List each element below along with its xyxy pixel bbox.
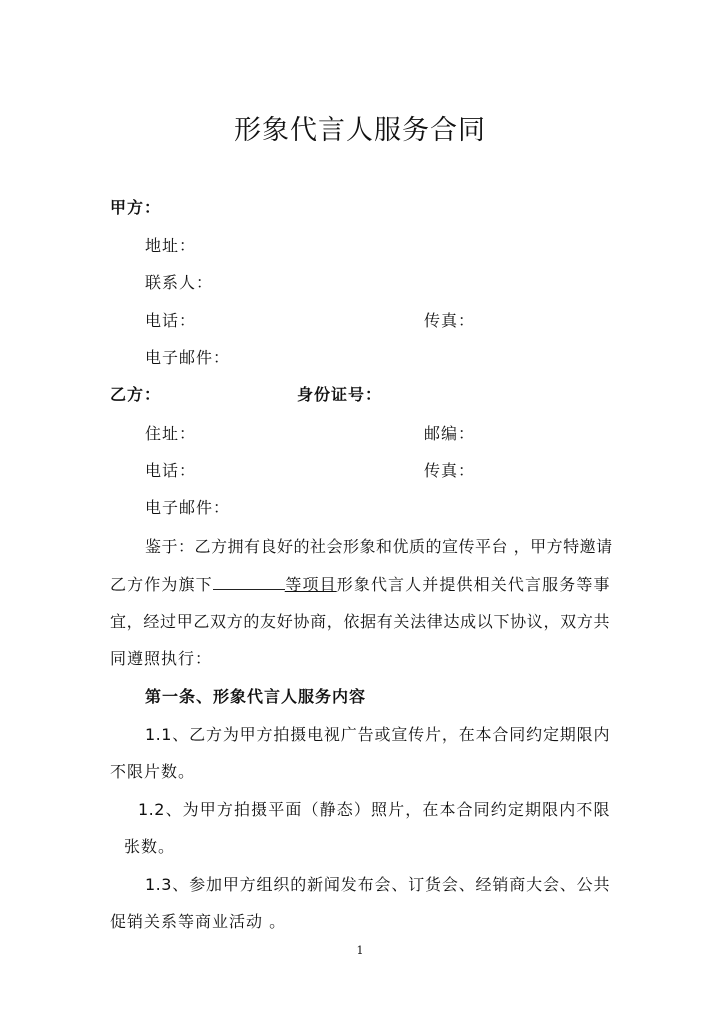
article-1-item-3-line-2: 促销关系等商业活动 。 [110, 912, 287, 931]
article-1-item-1-line-2: 不限片数。 [110, 762, 196, 781]
article-1-heading: 第一条、形象代言人服务内容 [145, 687, 367, 706]
party-a-fax-label: 传真： [424, 311, 476, 330]
party-a-address-label: 地址： [145, 236, 197, 255]
party-a-label: 甲方： [110, 198, 162, 217]
party-a-contact-label: 联系人： [145, 273, 214, 292]
article-1-item-3-line-1: 1.3、参加甲方组织的新闻发布会、订货会、经销商大会、公共 [145, 875, 610, 894]
party-b-id-label: 身份证号： [297, 385, 383, 404]
article-1-item-1-line-1: 1.1、乙方为甲方拍摄电视广告或宣传片，在本合同约定期限内 [145, 725, 610, 744]
preamble-line-2-end: 形象代言人并提供相关代言服务等事 [336, 575, 610, 594]
party-b-fax-label: 传真： [424, 461, 476, 480]
preamble-line-4: 同遵照执行： [110, 649, 213, 668]
party-b-residence-label: 住址： [145, 424, 197, 443]
article-1-item-2-line-1: 1.2、为甲方拍摄平面（静态）照片，在本合同约定期限内不限 [138, 800, 610, 819]
preamble-line-2 [110, 575, 610, 595]
preamble-line-2-start: 乙方作为旗下 [110, 575, 213, 594]
document-title: 形象代言人服务合同 [234, 115, 486, 146]
party-b-label: 乙方： [110, 385, 162, 404]
page-number: 1 [356, 944, 364, 957]
party-a-phone-label: 电话： [145, 311, 197, 330]
party-b-phone-label: 电话： [145, 461, 197, 480]
preamble-line-1: 鉴于：乙方拥有良好的社会形象和优质的宣传平台 ，甲方特邀请 [145, 537, 613, 556]
article-1-item-2-line-2: 张数。 [124, 837, 176, 856]
party-b-email-label: 电子邮件： [145, 498, 231, 517]
project-name-blank[interactable] [213, 575, 285, 590]
party-b-postcode-label: 邮编： [424, 424, 476, 443]
preamble-line-3: 宜，经过甲乙双方的友好协商，依据有关法律达成以下协议，双方共 [110, 612, 610, 631]
party-a-email-label: 电子邮件： [145, 348, 231, 367]
preamble-underlined-text: 等项目 [284, 575, 337, 594]
